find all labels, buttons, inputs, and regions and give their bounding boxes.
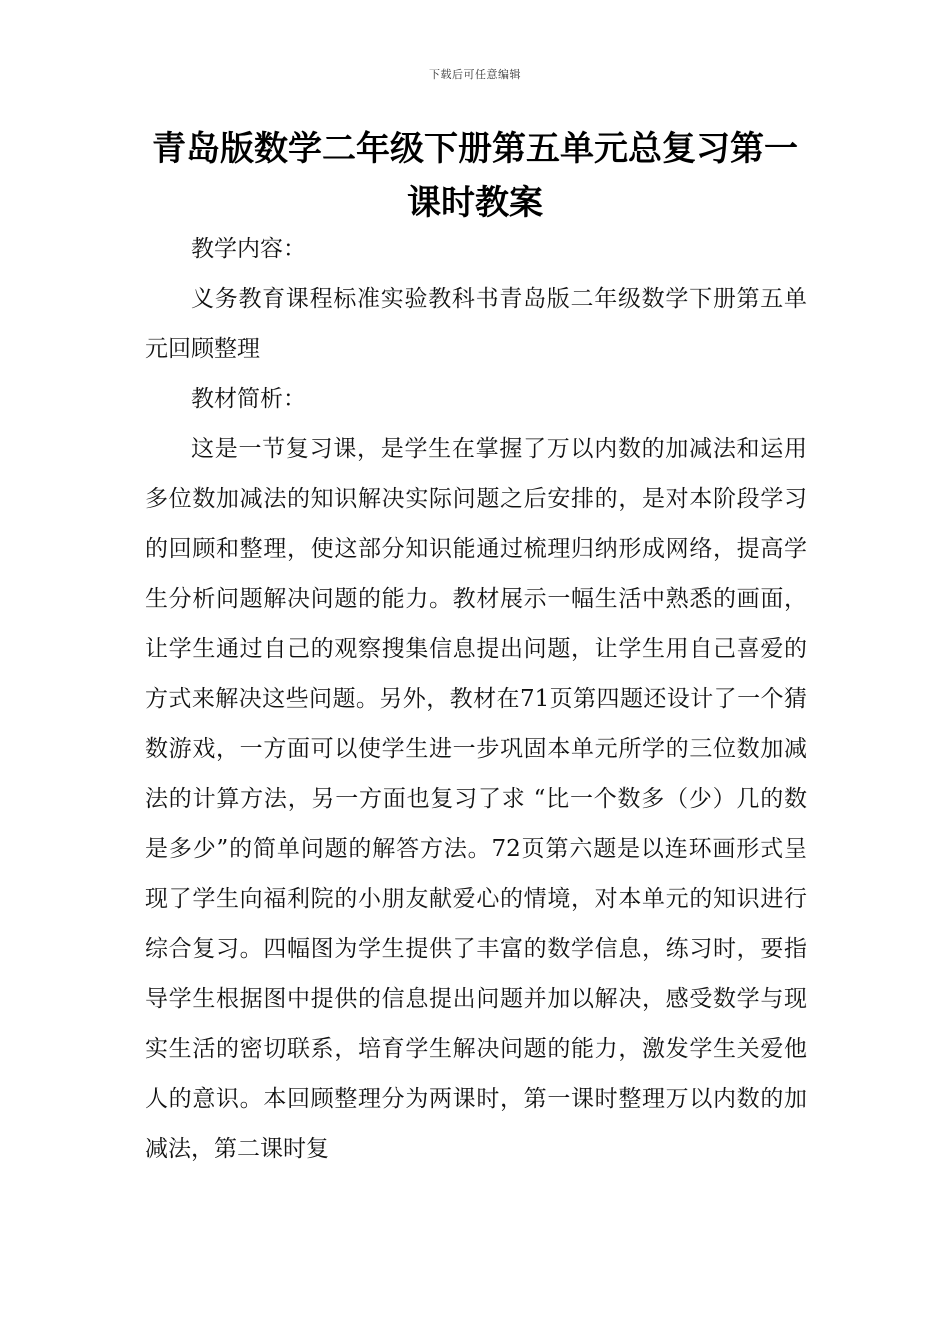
header-note: 下载后可任意编辑 [429,68,521,81]
analysis-paragraph: 这是一节复习课，是学生在掌握了万以内数的加减法和运用多位数加减法的知识解决实际问题之后安排的，是对本阶段学习的回顾和整理，使这部分知识能通过梳理归纳形成网络，提高学生分析问题解决问题的能力。教材展示一幅生活中熟悉的画面，让学生通过自己的观察搜集信息提出问题，让学生用自己喜爱的方式来解决这些问题。另外，教材在71页第四题还设计了一个猜数游戏，一方面可以使学生进一步巩固本单元所学的三位数加减法的计算方法，另一方面也复习了求 “比一个数多（少）几的数是多少”的简单问题的解答方法。72页第六题是以连环画形式呈现了学生向福利院的小朋友献爱心的情境，对本单元的知识进行综合复习。四幅图为学生提供了丰富的数学信息，练习时，要指导学生根据图中提供的信息提出问题并加以解决，感受数学与现实生活的密切联系，培育学生解决问题的能力，激发学生关爱他人的意识。本回顾整理分为两课时，第一课时整理万以内数的加减法，第二课时复 [145,436,807,1162]
document-title: 青岛版数学二年级下册第五单元总复习第一课时教案 [152,129,798,223]
section-label-analysis: 教材简析： [191,386,306,412]
section-label-content: 教学内容： [191,236,306,262]
document-body [145,224,807,1174]
content-paragraph: 义务教育课程标准实验教科书青岛版二年级数学下册第五单元回顾整理 [145,286,807,362]
